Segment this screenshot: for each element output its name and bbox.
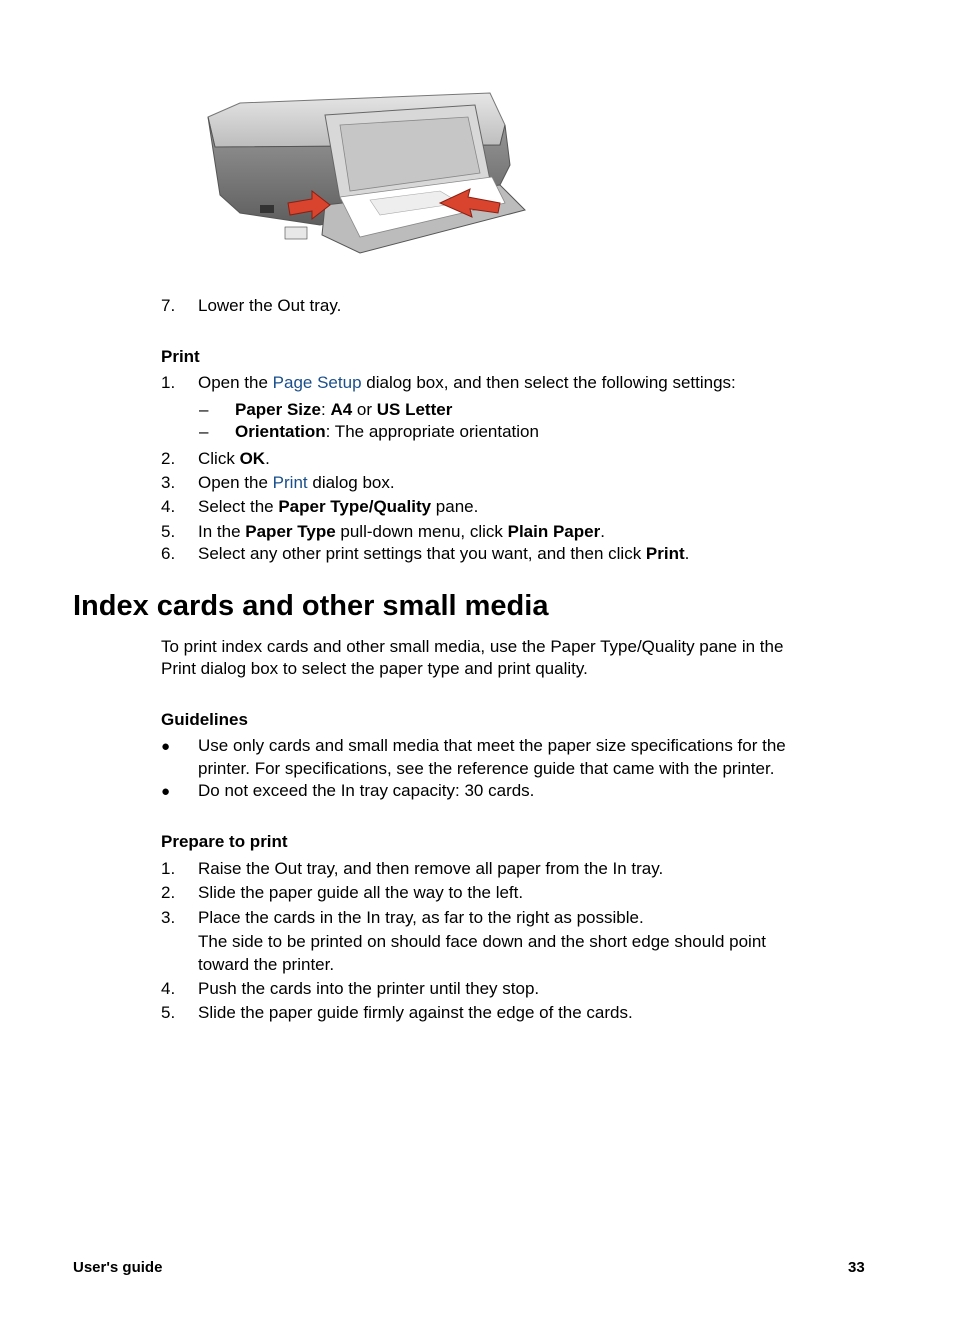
step-text: Slide the paper guide firmly against the edge of the cards.: [198, 1003, 633, 1022]
step-number: 4.: [161, 497, 176, 516]
step-text: Slide the paper guide all the way to the left.: [198, 883, 524, 902]
intro-line: Print dialog box to select the paper type and print quality.: [161, 659, 588, 678]
step-note: The side to be printed on should face down and the short edge should point: [198, 932, 767, 951]
step-text: Select the Paper Type/Quality pane.: [198, 497, 479, 516]
printer-illustration: [200, 85, 530, 260]
step-text: Place the cards in the In tray, as far to the right as possible.: [198, 908, 644, 927]
step-number: 3.: [161, 908, 176, 927]
step-number: 5.: [161, 1003, 176, 1022]
dash-bullet: –: [199, 400, 209, 419]
step-number: 1.: [161, 373, 176, 392]
step-number: 2.: [161, 883, 176, 902]
step-number: 1.: [161, 859, 176, 878]
guidelines-heading: Guidelines: [161, 710, 248, 729]
bullet-icon: ●: [161, 783, 171, 800]
guideline-item: Use only cards and small media that meet the paper size specifications for the: [198, 736, 786, 755]
setting-orientation: Orientation: The appropriate orientation: [235, 422, 539, 441]
step-text: In the Paper Type pull-down menu, click Plain Paper.: [198, 522, 605, 541]
guideline-item: Do not exceed the In tray capacity: 30 cards.: [198, 781, 535, 800]
step-text: Raise the Out tray, and then remove all paper from the In tray.: [198, 859, 664, 878]
section-title: Index cards and other small media: [73, 590, 549, 622]
step-text: Open the Print dialog box.: [198, 473, 395, 492]
step-number: 2.: [161, 449, 176, 468]
step-number: 6.: [161, 544, 176, 563]
step-text: Click OK.: [198, 449, 270, 468]
print-heading: Print: [161, 347, 200, 366]
intro-line: To print index cards and other small media, use the Paper Type/Quality pane in the: [161, 637, 784, 656]
guideline-item-cont: printer. For specifications, see the reference guide that came with the printer.: [198, 759, 775, 778]
prepare-heading: Prepare to print: [161, 832, 288, 851]
setting-paper-size: Paper Size: A4 or US Letter: [235, 400, 453, 419]
step-number: 4.: [161, 979, 176, 998]
step-text: Lower the Out tray.: [198, 296, 342, 315]
step-number: 5.: [161, 522, 176, 541]
page-setup-link[interactable]: Page Setup: [272, 373, 362, 392]
dash-bullet: –: [199, 422, 209, 441]
footer-guide-label: User's guide: [73, 1259, 163, 1276]
step-number: 3.: [161, 473, 176, 492]
step-number: 7.: [161, 296, 176, 315]
page-number: 33: [848, 1259, 865, 1276]
bullet-icon: ●: [161, 738, 171, 755]
step-text: Push the cards into the printer until they stop.: [198, 979, 540, 998]
print-dialog-link[interactable]: Print: [272, 473, 308, 492]
step-text: Open the Page Setup dialog box, and then select the following settings:: [198, 373, 736, 392]
step-note: toward the printer.: [198, 955, 335, 974]
step-text: Select any other print settings that you want, and then click Print.: [198, 544, 690, 563]
